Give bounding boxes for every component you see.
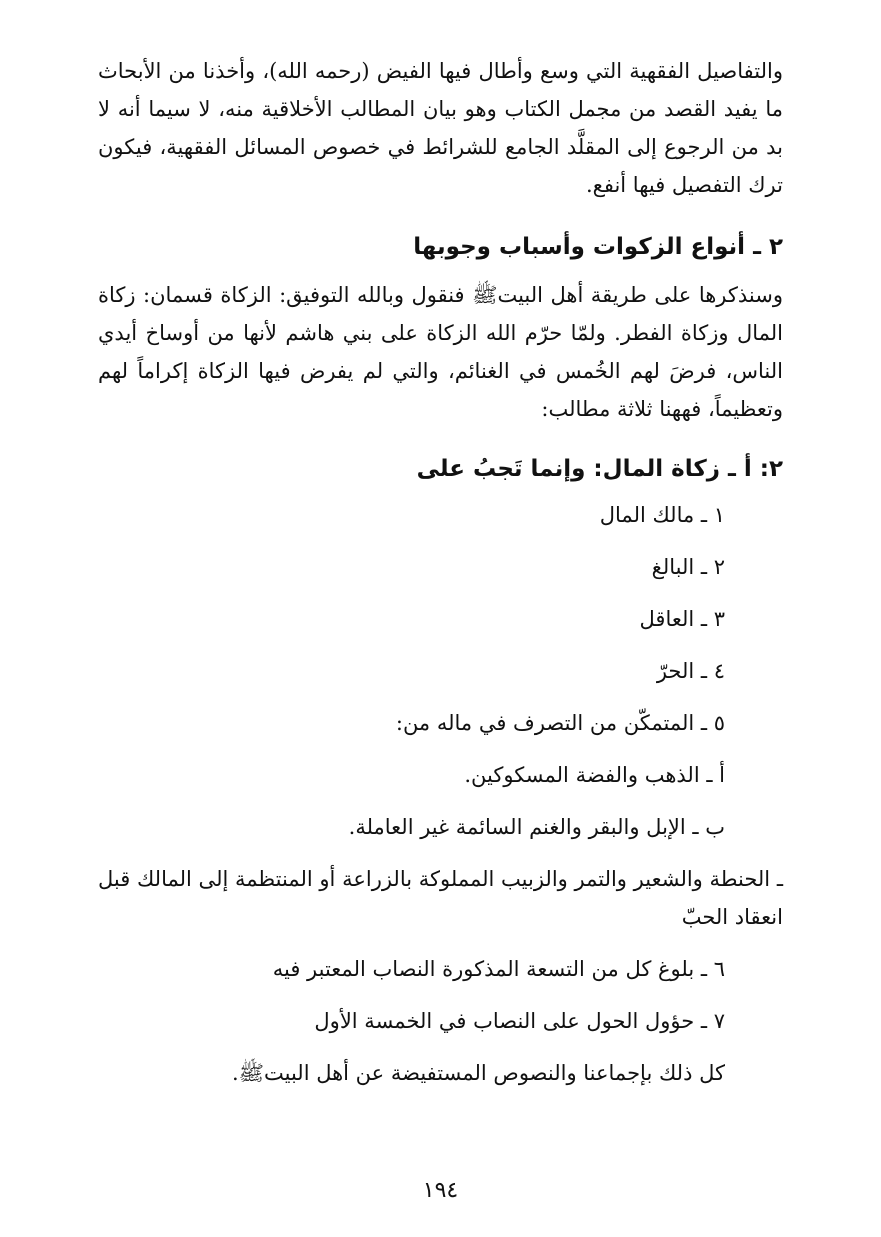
list-item: ٥ ـ المتمكّن من التصرف في ماله من: [395,711,725,735]
list-item: ١ ـ مالك المال [599,503,725,527]
page-body [98,52,783,1106]
list-item: ب ـ الإبل والبقر والغنم السائمة غير العاملة. [348,815,725,839]
section-heading: ٢ ـ أنواع الزكوات وأسباب وجوبها [413,234,783,260]
list-item: ٣ ـ العاقل [639,607,725,631]
list-item: ٦ ـ بلوغ كل من التسعة المذكورة النصاب المعتبر فيه [272,957,725,981]
subsection-heading: ٢: أ ـ زكاة المال: وإنما تَجبُ على [416,456,783,482]
closing-line: كل ذلك بإجماعنا والنصوص المستفيضة عن أهل البيتﷺ. [231,1061,725,1085]
list-item: ٧ ـ حؤول الحول على النصاب في الخمسة الأول [314,1009,725,1033]
intro-paragraph: والتفاصيل الفقهية التي وسع وأطال فيها الفيض (رحمه الله)، وأخذنا من الأبحاث ما يفيد القصد من مجمل الكتاب وهو بيان المطالب الأخلاقية منه، لا سيما أنه لا بد من الرجوع إلى المقلَّد الجامع للشرائط في خصوص المسائل الفقهية، فيكون ترك التفصيل فيها أنفع. [98,59,783,197]
list-item: ٤ ـ الحرّ [656,659,725,683]
conditions-list-continued [98,950,725,1092]
list-item-wrapped: ـ الحنطة والشعير والتمر والزبيب المملوكة بالزراعة أو المنتظمة إلى المالك قبل انعقاد الحبّ [98,867,783,929]
page-number: ١٩٤ [422,1178,459,1203]
section-paragraph: وسنذكرها على طريقة أهل البيتﷺ فنقول وبالله التوفيق: الزكاة قسمان: زكاة المال وزكاة الفطر. ولمّا حرّم الله الزكاة على بني هاشم لأنها من أوساخ أيدي الناس، فرضَ لهم الخُمس في الغنائم، والتي لم يفرض فيها الزكاة إكراماً لهم وتعظيماً، فههنا ثلاثة مطالب: [98,283,783,421]
conditions-list [98,496,725,846]
list-item: أ ـ الذهب والفضة المسكوكين. [464,763,725,787]
list-item: ٢ ـ البالغ [651,555,725,579]
